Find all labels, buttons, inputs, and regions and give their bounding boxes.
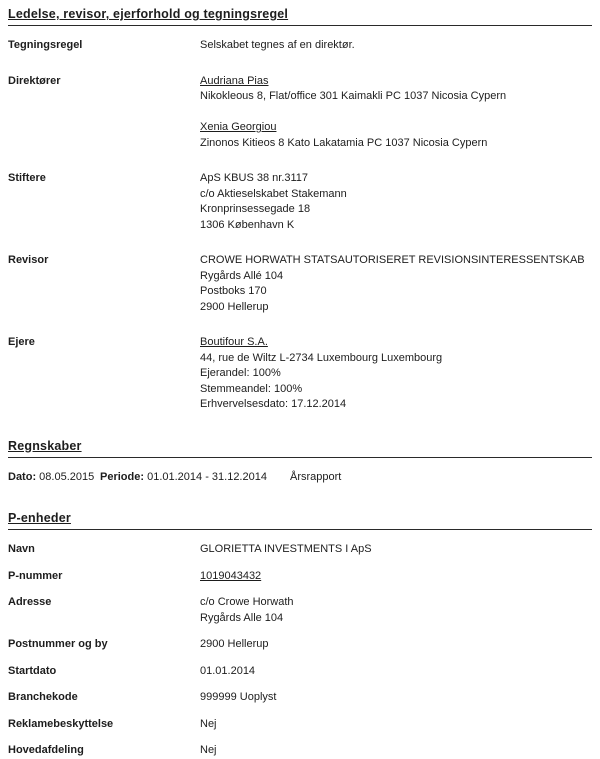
field-label-branchekode: Branchekode <box>8 691 78 703</box>
value-line: Rygårds Alle 104 <box>200 611 284 624</box>
value-line: Zinonos Kitieos 8 Kato Lakatamia PC 1037 Nicosia Cypern <box>200 136 488 149</box>
field-label-hovedafdeling: Hovedafdeling <box>8 744 84 756</box>
field-label-revisor: Revisor <box>8 254 49 266</box>
value-line: GLORIETTA INVESTMENTS I ApS <box>200 543 372 555</box>
field-value-navn <box>200 542 372 558</box>
field-row-p-nummer <box>8 569 592 585</box>
field-label-navn: Navn <box>8 543 35 555</box>
value-line: Nej <box>200 717 217 730</box>
value-line: Rygårds Allé 104 <box>200 269 284 282</box>
field-label-stiftere: Stiftere <box>8 172 46 184</box>
field-label-reklamebeskyttelse: Reklamebeskyttelse <box>8 717 114 730</box>
field-value-p-nummer <box>200 569 261 585</box>
section-p-enheder <box>8 511 592 759</box>
value-line: 44, rue de Wiltz L-2734 Luxembourg Luxembourg <box>200 351 443 364</box>
field-row-adresse <box>8 595 592 626</box>
value-line: 2900 Hellerup <box>200 638 269 650</box>
field-row-stiftere <box>8 171 592 233</box>
value-line: 2900 Hellerup <box>200 300 269 313</box>
dato-label: Dato: <box>8 470 37 483</box>
field-row-hovedafdeling <box>8 743 592 759</box>
field-value-reklamebeskyttelse <box>200 717 217 733</box>
field-value-hovedafdeling <box>200 743 217 759</box>
value-line: Selskabet tegnes af en direktør. <box>200 39 355 51</box>
report-type: Årsrapport <box>290 470 342 483</box>
link-xenia-georgiou[interactable]: Xenia Georgiou <box>200 121 277 133</box>
regnskab-periode <box>100 470 290 486</box>
section-divider <box>8 457 592 458</box>
field-row-startdato <box>8 664 592 680</box>
dato-value: 08.05.2015 <box>39 470 95 483</box>
link-p-nummer[interactable]: 1019043432 <box>200 569 262 582</box>
field-row-reklamebeskyttelse <box>8 717 592 733</box>
value-line: Nej <box>200 744 217 756</box>
value-line: Kronprinsessegade 18 <box>200 203 311 215</box>
field-label-direktoerer: Direktører <box>8 74 61 87</box>
field-label-postnummer-og-by: Postnummer og by <box>8 638 108 650</box>
spacer-line <box>200 105 506 121</box>
field-value-branchekode <box>200 690 276 706</box>
field-value-stiftere <box>200 171 347 233</box>
field-row-ejere <box>8 335 592 413</box>
value-line: c/o Crowe Horwath <box>200 596 294 608</box>
value-line: Stemmeandel: 100% <box>200 382 303 395</box>
field-value-direktoerer <box>200 74 506 152</box>
p-enheder-rows <box>8 542 592 759</box>
field-value-postnummer-og-by <box>200 637 269 653</box>
value-line: 1306 København K <box>200 218 295 231</box>
field-label-ejere: Ejere <box>8 336 35 348</box>
section-regnskaber <box>8 439 592 486</box>
value-line: Postboks 170 <box>200 285 267 297</box>
field-row-postnummer-og-by <box>8 637 592 653</box>
value-line: Ejerandel: 100% <box>200 367 281 379</box>
periode-value: 01.01.2014 - 31.12.2014 <box>147 470 267 483</box>
value-line: 01.01.2014 <box>200 664 256 677</box>
field-row-navn <box>8 542 592 558</box>
link-boutifour-sa[interactable]: Boutifour S.A. <box>200 336 268 348</box>
value-line: c/o Aktieselskabet Stakemann <box>200 187 347 200</box>
section-ledelse <box>8 7 592 413</box>
field-label-tegningsregel: Tegningsregel <box>8 39 83 51</box>
field-row-tegningsregel <box>8 38 592 54</box>
periode-label: Periode: <box>100 470 145 483</box>
field-row-revisor <box>8 253 592 315</box>
field-value-adresse <box>200 595 294 626</box>
section-title-regnskaber: Regnskaber <box>8 438 82 453</box>
field-row-direktoerer <box>8 74 592 152</box>
link-audriana-pias[interactable]: Audriana Pias <box>200 74 269 87</box>
section-divider <box>8 529 592 530</box>
field-value-startdato <box>200 664 255 680</box>
section-title-ledelse: Ledelse, revisor, ejerforhold og tegningsregel <box>8 7 289 21</box>
value-line: Nikokleous 8, Flat/office 301 Kaimakli PC 1037 Nicosia Cypern <box>200 90 507 102</box>
field-value-ejere <box>200 335 442 413</box>
field-label-adresse: Adresse <box>8 596 52 608</box>
section-divider <box>8 25 592 26</box>
field-label-startdato: Startdato <box>8 664 57 677</box>
field-value-tegningsregel <box>200 38 355 54</box>
section-title-p-enheder: P-enheder <box>8 511 71 525</box>
value-line: CROWE HORWATH STATSAUTORISERET REVISIONSINTERESSENTSKAB <box>200 254 585 266</box>
field-row-branchekode <box>8 690 592 706</box>
regnskab-entry <box>8 470 592 486</box>
field-label-p-nummer: P-nummer <box>8 569 63 582</box>
value-line: Erhvervelsesdato: 17.12.2014 <box>200 398 347 410</box>
field-value-revisor <box>200 253 585 315</box>
regnskab-dato <box>8 470 100 486</box>
ledelse-rows <box>8 38 592 413</box>
value-line: 999999 Uoplyst <box>200 691 277 703</box>
value-line: ApS KBUS 38 nr.3117 <box>200 172 309 184</box>
